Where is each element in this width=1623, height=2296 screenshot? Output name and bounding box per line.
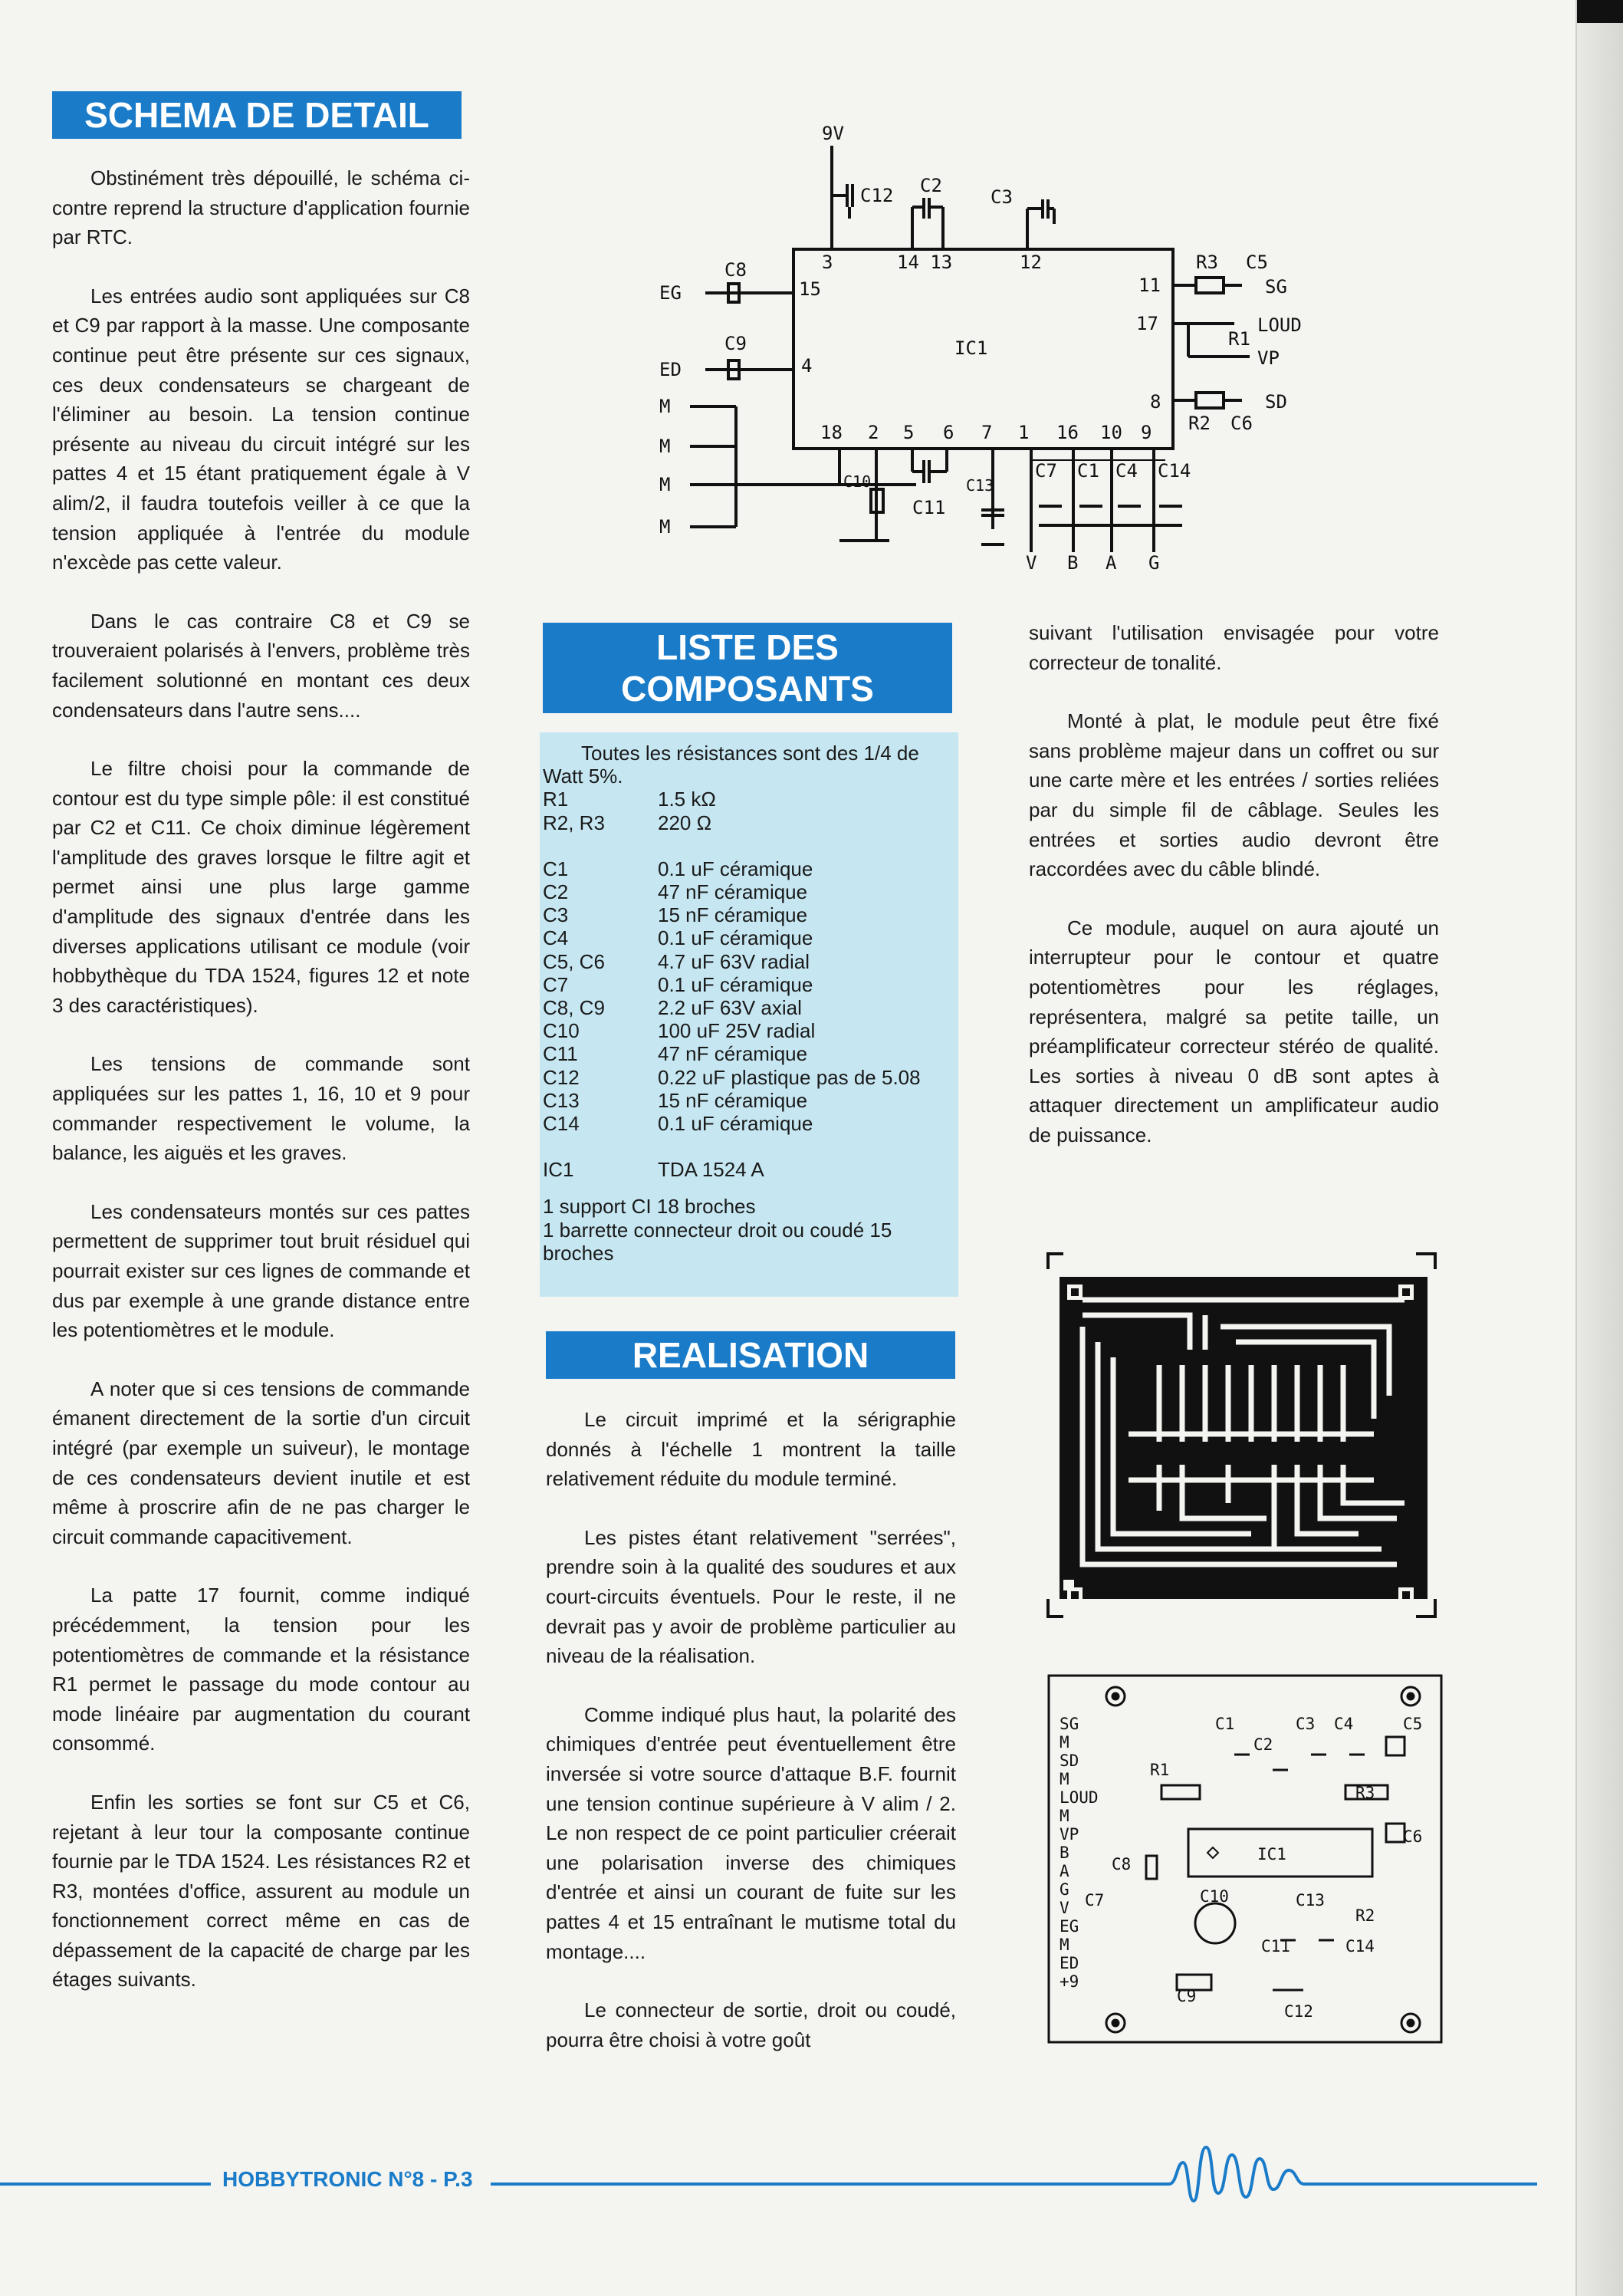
part-ref: C3 — [543, 903, 569, 927]
part-ref: C10 — [543, 1019, 580, 1043]
heading-realisation: REALISATION — [546, 1331, 955, 1379]
cap-label: C12 — [860, 185, 894, 206]
control-v: V — [1026, 552, 1037, 571]
silk-label: C5 — [1403, 1715, 1423, 1733]
parts-note: 1 barrette connecteur droit ou coudé 15 broches — [543, 1218, 892, 1265]
silk-pin: M — [1060, 1807, 1069, 1825]
silk-label: C13 — [1296, 1891, 1325, 1909]
mass-label: M — [659, 436, 671, 457]
part-row — [543, 857, 921, 880]
part-row — [543, 811, 921, 834]
part-value: 0.1 uF céramique — [658, 926, 813, 950]
part-value: 0.22 uF plastique pas de 5.08 — [658, 1065, 921, 1089]
pcb-corner-mark — [1416, 1254, 1435, 1269]
column-1 — [52, 163, 470, 2024]
paragraph: Les entrées audio sont appliquées sur C8 et C9 par rapport à la masse. Une composante continue peut être présente sur ces signaux, ces deux condensateurs se chargeant de l'éliminer au besoin. La tension continue présente au niveau du circuit intégré sur les pattes 4 et 15 étant pratiquement égale à V alim/2, il faudra toutefois veiller à ce que la tension appliquée à l'entrée du module n'excède pas cette valeur. — [52, 284, 470, 574]
paragraph: Le filtre choisi pour la commande de contour est du type simple pôle: il est constitué par C2 et C11. Ce choix diminue légèrement l'amplitude des graves lorsque le filtre agit et permet ainsi une plus large gamme d'amplitude des signaux d'entrée dans les diverses applications utilisant ce module (voir hobbythèque du TDA 1524, figures 12 et note 3 des caractéristiques). — [52, 757, 470, 1017]
silk-label: R1 — [1150, 1761, 1170, 1779]
footer-page-label: HOBBYTRONIC N°8 - P.3 — [222, 2167, 473, 2191]
footer-rule-right — [491, 2183, 1158, 2186]
silk-pin: +9 — [1060, 1972, 1079, 1991]
part-ref: C1 — [543, 857, 569, 880]
part-row — [543, 1089, 921, 1112]
part-value: 0.1 uF céramique — [658, 1112, 813, 1136]
silk-label: R2 — [1355, 1906, 1375, 1925]
silk-label: C14 — [1345, 1937, 1375, 1956]
paragraph: La patte 17 fournit, comme indiqué précédemment, la tension pour les potentiomètres de commande et la résistance R1 permet le passage du mode contour au mode linéaire par augmentation du courant consommé. — [52, 1584, 470, 1755]
part-value: 47 nF céramique — [658, 880, 808, 904]
control-b: B — [1067, 552, 1079, 571]
paragraph: A noter que si ces tensions de commande émanent directement de la sortie d'un circuit intégré (par exemple un suiveur), le montage de ces condensateurs devient inutile et est même à proscrire afin de ne pas charger le circuit commande capacitivement. — [52, 1377, 470, 1548]
part-value: 15 nF céramique — [658, 903, 808, 927]
page-edge — [1575, 0, 1623, 2296]
part-ref: C14 — [543, 1112, 580, 1136]
silk-c10-body — [1195, 1903, 1235, 1943]
part-row — [543, 1042, 921, 1065]
cap-label: C4 — [1115, 460, 1138, 482]
part-value: 0.1 uF céramique — [658, 972, 813, 996]
output-vp: VP — [1257, 347, 1280, 369]
control-a: A — [1106, 552, 1117, 571]
part-row — [543, 1158, 921, 1181]
res-label: R2 — [1188, 413, 1211, 434]
pin-label: 15 — [799, 278, 821, 300]
silk-pin: V — [1060, 1899, 1069, 1917]
silk-pin: M — [1060, 1770, 1069, 1788]
cap-label: C5 — [1246, 252, 1268, 273]
pin-label: 1 — [1018, 422, 1030, 443]
pin-label: 7 — [981, 422, 993, 443]
pin-label: 17 — [1136, 313, 1158, 334]
paragraph: Le connecteur de sortie, droit ou coudé, pourra être choisi à votre goût — [546, 1998, 956, 2051]
paragraph: Le circuit imprimé et la sérigraphie donnés à l'échelle 1 montrent la taille relativement réduite du module terminé. — [546, 1408, 956, 1491]
silk-label: C7 — [1085, 1891, 1105, 1909]
pin-label: 3 — [822, 252, 833, 273]
silk-label: C3 — [1296, 1715, 1316, 1733]
control-g: G — [1148, 552, 1160, 571]
cap-label: C11 — [912, 497, 946, 518]
silk-pin: ED — [1060, 1954, 1079, 1972]
pcb-layout — [1037, 1242, 1443, 1626]
input-eg: EG — [659, 282, 682, 304]
silk-pin: LOUD — [1060, 1788, 1099, 1807]
pin-label: 10 — [1100, 422, 1122, 443]
pin-label: 18 — [820, 422, 843, 443]
silk-label: C2 — [1253, 1735, 1273, 1754]
silk-label: C6 — [1403, 1827, 1423, 1846]
part-ref: C8, C9 — [543, 996, 605, 1020]
part-row — [543, 973, 921, 996]
silk-label: C12 — [1284, 2002, 1313, 2021]
part-row — [543, 926, 921, 949]
pcb-corner-mark — [1048, 1599, 1063, 1617]
paragraph: Enfin les sorties se font sur C5 et C6, rejetant à leur tour la composante continue fournie par le TDA 1524. Les résistances R2 et R3, montées d'office, assurent au module un fonctionnement correct même en cas de dépassement de la capacité de charge par les étages suivants. — [52, 1790, 470, 1992]
silkscreen-layout — [1043, 1672, 1457, 2055]
part-row — [543, 903, 921, 926]
mount-hole — [1112, 2020, 1119, 2026]
page-corner — [1577, 0, 1623, 23]
cap-label: C6 — [1230, 413, 1253, 434]
output-sd: SD — [1265, 391, 1287, 413]
parts-list — [540, 732, 958, 1297]
ic-label: IC1 — [954, 337, 988, 359]
silk-label: R3 — [1355, 1784, 1375, 1802]
silk-pin: M — [1060, 1733, 1069, 1752]
part-row — [543, 880, 921, 903]
part-value: TDA 1524 A — [658, 1158, 764, 1182]
supply-label: 9V — [822, 123, 844, 144]
mass-label: M — [659, 474, 671, 495]
part-ref: C11 — [543, 1042, 578, 1066]
pin-label: 12 — [1020, 252, 1042, 273]
cap-label: C14 — [1158, 460, 1191, 482]
heading-liste — [543, 623, 952, 713]
pin-label: 11 — [1138, 275, 1161, 296]
cap-label: C2 — [920, 175, 942, 196]
heading-liste-line2: COMPOSANTS — [621, 669, 874, 709]
pin-label: 5 — [903, 422, 915, 443]
part-value: 2.2 uF 63V axial — [658, 996, 802, 1020]
pin-label: 8 — [1150, 391, 1161, 413]
part-value: 4.7 uF 63V radial — [658, 949, 810, 973]
part-value: 47 nF céramique — [658, 1042, 808, 1066]
silk-outline — [1049, 1676, 1441, 2042]
pin-label: 9 — [1141, 422, 1152, 443]
pin-label: 4 — [801, 355, 813, 377]
silk-label: C1 — [1215, 1715, 1235, 1733]
input-ed: ED — [659, 359, 682, 380]
footer-wave-logo — [1154, 2140, 1537, 2209]
mass-label: M — [659, 516, 671, 538]
part-value: 220 Ω — [658, 811, 712, 834]
pin-label: 2 — [868, 422, 879, 443]
pcb-corner-mark — [1416, 1599, 1435, 1617]
silk-label: C4 — [1334, 1715, 1354, 1733]
part-value: 15 nF céramique — [658, 1088, 808, 1112]
part-ref: C13 — [543, 1088, 580, 1112]
schematic-diagram — [659, 123, 1349, 571]
paragraph: Comme indiqué plus haut, la polarité des chimiques d'entrée peut éventuellement être inversée si votre source d'attaque B.F. fournit une tension continue supérieure à V alim / 2. Le non respect de ce point particulier créerait une polarisation inverse des chimiques d'entrée et ainsi un courant de fuite sur les pattes 4 et 15 entraînant le mutisme total du montage.... — [546, 1702, 956, 1963]
footer-rule-left — [0, 2183, 211, 2186]
res-label: R3 — [1196, 252, 1218, 273]
cap-label: C9 — [724, 333, 747, 354]
silk-label: C10 — [1200, 1887, 1229, 1906]
cap-label: C8 — [724, 259, 747, 281]
part-ref: C4 — [543, 926, 569, 950]
cap-label: C3 — [991, 186, 1013, 208]
mount-hole — [1408, 2020, 1414, 2026]
mass-label: M — [659, 396, 671, 417]
output-loud: LOUD — [1257, 314, 1302, 336]
part-value: 100 uF 25V radial — [658, 1019, 816, 1043]
cap-label: C7 — [1035, 460, 1057, 482]
paragraph: Monté à plat, le module peut être fixé sans problème majeur dans un coffret ou sur une carte mère et les entrées / sorties reliées par du simple fil de câblage. Seules les entrées et sorties audio devront être raccordées avec du câble blindé. — [1029, 709, 1439, 881]
silk-pin: G — [1060, 1880, 1069, 1899]
cap-label: C1 — [1077, 460, 1099, 482]
part-ref: C5, C6 — [543, 949, 605, 973]
silk-pin: B — [1060, 1844, 1069, 1862]
cap-label: C10 — [843, 472, 872, 491]
parts-intro: Toutes les résistances sont des 1/4 de Watt 5%. — [543, 742, 919, 788]
spacer — [543, 834, 921, 857]
silk-label: C11 — [1261, 1937, 1290, 1956]
mount-hole — [1408, 1693, 1414, 1699]
paragraph: Dans le cas contraire C8 et C9 se trouveraient polarisés à l'envers, problème très facilement solutionné en montant ces deux condensateurs dans l'autre sens.... — [52, 609, 470, 722]
mount-hole — [1112, 1693, 1119, 1699]
silk-label: C9 — [1177, 1987, 1197, 2005]
part-ref: R1 — [543, 788, 569, 811]
heading-schema: SCHEMA DE DETAIL — [52, 91, 462, 139]
parts-note: 1 support CI 18 broches — [543, 1195, 756, 1219]
part-row — [543, 1066, 921, 1089]
silk-label: C8 — [1112, 1855, 1132, 1873]
pin-label: 16 — [1056, 422, 1079, 443]
paragraph: Les condensateurs montés sur ces pattes permettent de supprimer tout bruit résiduel qui pourrait exister sur ces lignes de commande et dus par exemple à une grande distance entre les potentiomètres et le module. — [52, 1199, 470, 1342]
part-row — [543, 950, 921, 973]
silk-pin: EG — [1060, 1917, 1079, 1936]
part-ref: R2, R3 — [543, 811, 605, 834]
pin-label: 6 — [943, 422, 954, 443]
silk-ic-label: IC1 — [1257, 1845, 1286, 1863]
paragraph: suivant l'utilisation envisagée pour votre correcteur de tonalité. — [1029, 621, 1439, 674]
part-row — [543, 996, 921, 1019]
column-3 — [1029, 618, 1439, 1179]
res-label: R1 — [1228, 328, 1250, 350]
silk-pin: VP — [1060, 1825, 1079, 1844]
part-ref: C7 — [543, 972, 569, 996]
heading-liste-line1: LISTE DES — [656, 627, 839, 667]
silk-pin: SD — [1060, 1752, 1079, 1770]
pin-label: 14 13 — [897, 252, 953, 273]
parts-table — [543, 788, 921, 1181]
cap-label: C13 — [966, 476, 994, 495]
paragraph: Ce module, auquel on aura ajouté un interrupteur pour le contour et quatre potentiomètres pour les réglages, représentera, malgré sa petite taille, un préamplificateur correcteur stéréo de qualité. Les sorties à niveau 0 dB sont aptes à attaquer directement un amplificateur audio de puissance. — [1029, 916, 1439, 1146]
part-value: 0.1 uF céramique — [658, 857, 813, 880]
part-row — [543, 1112, 921, 1135]
part-row — [543, 1019, 921, 1042]
pcb-corner-mark — [1048, 1254, 1063, 1269]
paragraph: Les pistes étant relativement "serrées", prendre soin à la qualité des soudures et aux court-circuits éventuels. Pour le reste, il ne devrait pas y avoir de problème particulier au niveau de la réalisation. — [546, 1525, 956, 1668]
spacer — [543, 1135, 921, 1158]
silk-pin: SG — [1060, 1715, 1079, 1733]
part-ref: C2 — [543, 880, 569, 904]
paragraph: Les tensions de commande sont appliquées sur les pattes 1, 16, 10 et 9 pour commander respectivement le volume, la balance, les aiguës et les graves. — [52, 1052, 470, 1165]
part-value: 1.5 kΩ — [658, 788, 716, 811]
silk-pin: A — [1060, 1862, 1069, 1880]
part-ref: C12 — [543, 1065, 580, 1089]
silk-pin: M — [1060, 1936, 1069, 1954]
column-2 — [546, 1405, 956, 2084]
output-sg: SG — [1265, 276, 1287, 298]
part-row — [543, 788, 921, 811]
parts-notes — [543, 1195, 958, 1265]
part-ref: IC1 — [543, 1158, 574, 1182]
paragraph: Obstinément très dépouillé, le schéma ci-contre reprend la structure d'application fournie par RTC. — [52, 166, 470, 249]
